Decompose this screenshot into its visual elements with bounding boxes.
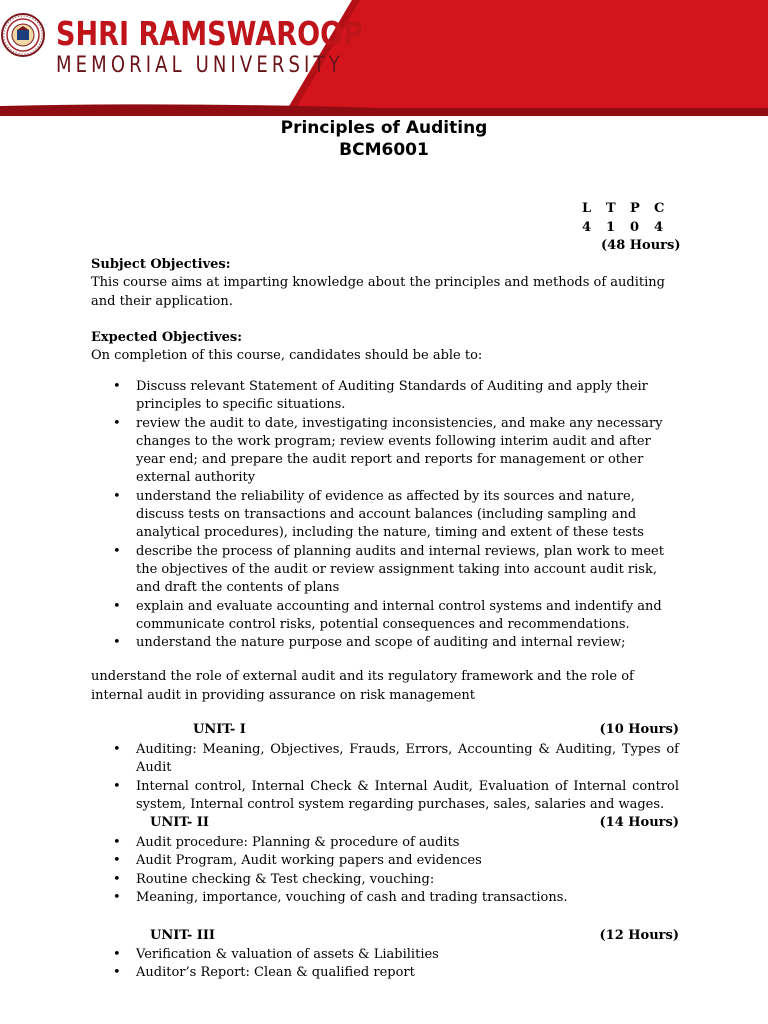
list-item: • Audit procedure: Planning & procedure of audits (91, 834, 679, 852)
list-item: • explain and evaluate accounting and internal control systems and indentify and communicate control risks, potential consequences and recommendations. (91, 598, 679, 635)
unit-2-hours: (14 Hours) (599, 815, 679, 830)
university-name-line1: SHRI RAMSWAROOP (56, 14, 363, 53)
list-item: • Discuss relevant Statement of Auditing Standards of Auditing and apply their principles to specific situations. (91, 378, 679, 415)
unit-2-label: UNIT- II (150, 815, 209, 830)
total-hours: (48 Hours) (601, 238, 681, 253)
unit-3-hours: (12 Hours) (599, 928, 679, 943)
university-name-line2: MEMORIAL UNIVERSITY (56, 53, 344, 78)
unit-1-hours: (10 Hours) (599, 722, 679, 737)
unit-1-list (91, 741, 679, 814)
unit-2-list (91, 834, 679, 907)
unit-1-label: UNIT- I (193, 722, 246, 737)
list-item: • understand the reliability of evidence as affected by its sources and nature, discuss tests on transactions and account balances (including sampling and analytical procedures), including the nature, timing and extent of these tests (91, 488, 679, 543)
expected-objectives-closing: understand the role of external audit and its regulatory framework and the role of internal audit in providing assurance on risk management (91, 669, 634, 703)
list-item: • understand the nature purpose and scope of auditing and internal review; (91, 634, 679, 652)
list-item: • Auditing: Meaning, Objectives, Frauds, Errors, Accounting & Auditing, Types of Audit (91, 741, 679, 778)
university-seal-icon (0, 0, 46, 70)
list-item: • Routine checking & Test checking, vouching: (91, 871, 679, 889)
ltpc-header-p: P (630, 201, 640, 216)
ltpc-header-c: C (654, 201, 665, 216)
ltpc-header-l: L (582, 201, 592, 216)
list-item: • Verification & valuation of assets & Liabilities (91, 946, 679, 964)
list-item: • describe the process of planning audits and internal reviews, plan work to meet the objectives of the audit or review assignment taking into account audit risk, and draft the contents of plans (91, 543, 679, 598)
ltpc-header-t: T (606, 201, 616, 216)
list-item: • Audit Program, Audit working papers and evidences (91, 852, 679, 870)
unit-3-label: UNIT- III (150, 928, 215, 943)
ltpc-values (582, 220, 678, 235)
list-item: • review the audit to date, investigating inconsistencies, and make any necessary changes to the work program; review events following interim audit and after year end; and prepare the audit report and reports for management or other external authority (91, 415, 679, 488)
header-banner (0, 0, 768, 122)
ltpc-header (582, 201, 678, 216)
course-title: Principles of Auditing (280, 118, 488, 138)
list-item: • Internal control, Internal Check & Internal Audit, Evaluation of Internal control system, Internal control system regarding purchases, sales, salaries and wages. (91, 778, 679, 815)
list-item: • Auditor’s Report: Clean & qualified report (91, 964, 679, 982)
ltpc-value-l: 4 (582, 220, 592, 235)
expected-objectives-heading: Expected Objectives: (91, 330, 243, 345)
ltpc-value-t: 1 (606, 220, 616, 235)
subject-objectives-heading: Subject Objectives: (91, 257, 231, 272)
course-code: BCM6001 (339, 140, 429, 160)
subject-objectives-text: This course aims at imparting knowledge about the principles and methods of auditing and their application. (91, 275, 665, 309)
expected-objectives-list (91, 378, 679, 652)
unit-3-list (91, 946, 679, 983)
ltpc-value-c: 4 (654, 220, 664, 235)
list-item: • Meaning, importance, vouching of cash and trading transactions. (91, 889, 679, 907)
expected-objectives-intro: On completion of this course, candidates should be able to: (91, 348, 483, 363)
ltpc-value-p: 0 (630, 220, 640, 235)
